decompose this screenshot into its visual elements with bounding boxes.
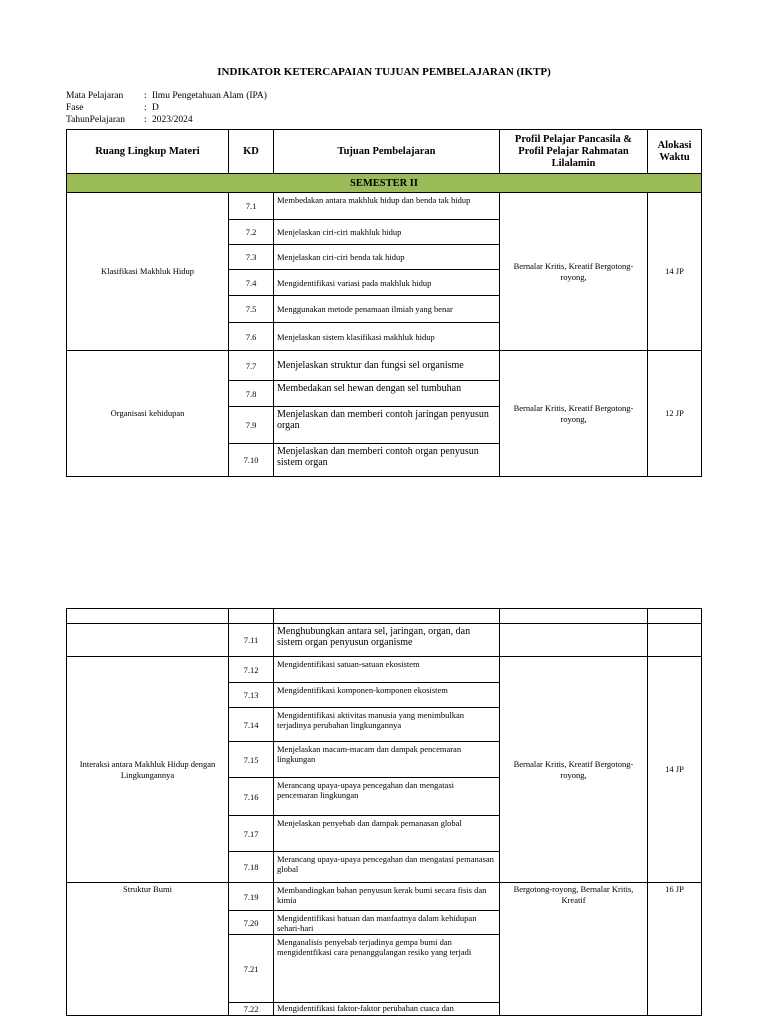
kd-cell: 7.22	[229, 1003, 274, 1016]
tujuan-cell: Menjelaskan dan memberi contoh organ penyusun sistem organ	[274, 444, 500, 477]
kd-cell: 7.21	[229, 935, 274, 1003]
tujuan-cell: Mengidentifikasi batuan dan manfaatnya dalam kehidupan sehari-hari	[274, 911, 500, 935]
alokasi-cell: 14 JP	[648, 657, 702, 883]
kd-cell: 7.4	[229, 270, 274, 296]
kd-cell: 7.1	[229, 193, 274, 220]
iktp-table-page-1	[66, 129, 702, 477]
kd-cell: 7.5	[229, 296, 274, 323]
table-row	[67, 624, 702, 657]
table-row	[67, 351, 702, 381]
kd-cell: 7.2	[229, 220, 274, 245]
profil-cell	[500, 624, 648, 657]
table-row	[67, 883, 702, 911]
empty-cell	[67, 609, 229, 624]
kd-cell: 7.11	[229, 624, 274, 657]
tujuan-cell: Menjelaskan ciri-ciri makhluk hidup	[274, 220, 500, 245]
profil-cell: Bergotong-royong, Bernalar Kritis, Kreatif	[500, 883, 648, 1016]
kd-cell: 7.20	[229, 911, 274, 935]
tujuan-cell: Menjelaskan penyebab dan dampak pemanasan global	[274, 816, 500, 852]
empty-cell	[274, 609, 500, 624]
kd-cell: 7.19	[229, 883, 274, 911]
header-kd: KD	[229, 130, 274, 174]
semester-label: SEMESTER II	[67, 174, 702, 193]
materi-cell	[67, 624, 229, 657]
tujuan-cell: Menjelaskan ciri-ciri benda tak hidup	[274, 245, 500, 270]
tujuan-cell: Merancang upaya-upaya pencegahan dan mengatasi pencemaran lingkungan	[274, 778, 500, 816]
tujuan-cell: Menjelaskan struktur dan fungsi sel organisme	[274, 351, 500, 381]
tujuan-cell: Menjelaskan macam-macam dan dampak pencemaran lingkungan	[274, 742, 500, 778]
tujuan-cell: Mengidentifikasi variasi pada makhluk hidup	[274, 270, 500, 296]
tujuan-cell: Membedakan sel hewan dengan sel tumbuhan	[274, 381, 500, 407]
kd-cell: 7.14	[229, 708, 274, 742]
materi-cell: Struktur Bumi	[67, 883, 229, 1016]
kd-cell: 7.18	[229, 852, 274, 883]
empty-cell	[500, 609, 648, 624]
tujuan-cell: Merancang upaya-upaya pencegahan dan mengatasi pemanasan global	[274, 852, 500, 883]
kd-cell: 7.17	[229, 816, 274, 852]
empty-cell	[648, 609, 702, 624]
materi-cell: Klasifikasi Makhluk Hidup	[67, 193, 229, 351]
kd-cell: 7.3	[229, 245, 274, 270]
materi-cell: Organisasi kehidupan	[67, 351, 229, 477]
tujuan-cell: Menjelaskan dan memberi contoh jaringan penyusun organ	[274, 407, 500, 444]
empty-row	[67, 609, 702, 624]
profil-cell: Bernalar Kritis, Kreatif Bergotong-royong,	[500, 351, 648, 477]
tujuan-cell: Menggunakan metode penamaan ilmiah yang benar	[274, 296, 500, 323]
header-profil: Profil Pelajar Pancasila & Profil Pelajar Rahmatan Lilalamin	[500, 130, 648, 174]
meta-phase: Fase : D	[66, 103, 159, 113]
kd-cell: 7.16	[229, 778, 274, 816]
document-title: INDIKATOR KETERCAPAIAN TUJUAN PEMBELAJARAN (IKTP)	[217, 66, 551, 78]
tujuan-cell: Membandingkan bahan penyusun kerak bumi secara fisis dan kimia	[274, 883, 500, 911]
header-alokasi: Alokasi Waktu	[648, 130, 702, 174]
meta-subject: Mata Pelajaran : Ilmu Pengetahuan Alam (IPA)	[66, 91, 267, 101]
meta-year: TahunPelajaran : 2023/2024	[66, 115, 193, 125]
tujuan-cell: Menghubungkan antara sel, jaringan, organ, dan sistem organ penyusun organisme	[274, 624, 500, 657]
kd-cell: 7.8	[229, 381, 274, 407]
alokasi-cell: 16 JP	[648, 883, 702, 1016]
profil-cell: Bernalar Kritis, Kreatif Bergotong-royong,	[500, 657, 648, 883]
tujuan-cell: Mengidentifikasi aktivitas manusia yang menimbulkan terjadinya perubahan lingkungannya	[274, 708, 500, 742]
tujuan-cell: Mengidentifikasi faktor-faktor perubahan cuaca dan	[274, 1003, 500, 1016]
semester-row	[67, 174, 702, 193]
kd-cell: 7.10	[229, 444, 274, 477]
kd-cell: 7.13	[229, 683, 274, 708]
header-row	[67, 130, 702, 174]
tujuan-cell: Mengidentifikasi satuan-satuan ekosistem	[274, 657, 500, 683]
iktp-table-page-2	[66, 608, 702, 1016]
kd-cell: 7.7	[229, 351, 274, 381]
kd-cell: 7.9	[229, 407, 274, 444]
header-ruang-lingkup: Ruang Lingkup Materi	[67, 130, 229, 174]
kd-cell: 7.12	[229, 657, 274, 683]
kd-cell: 7.6	[229, 323, 274, 351]
profil-cell: Bernalar Kritis, Kreatif Bergotong-royong,	[500, 193, 648, 351]
table-row	[67, 657, 702, 683]
alokasi-cell	[648, 624, 702, 657]
alokasi-cell: 12 JP	[648, 351, 702, 477]
materi-cell: Interaksi antara Makhluk Hidup dengan Lingkungannya	[67, 657, 229, 883]
tujuan-cell: Mengidentifikasi komponen-komponen ekosistem	[274, 683, 500, 708]
kd-cell: 7.15	[229, 742, 274, 778]
table-row	[67, 193, 702, 220]
empty-cell	[229, 609, 274, 624]
tujuan-cell: Menganalisis penyebab terjadinya gempa bumi dan mengidentfikasi cara penanggulangan resiko yang terjadi	[274, 935, 500, 1003]
header-tujuan: Tujuan Pembelajaran	[274, 130, 500, 174]
alokasi-cell: 14 JP	[648, 193, 702, 351]
tujuan-cell: Menjelaskan sistem klasifikasi makhluk hidup	[274, 323, 500, 351]
tujuan-cell: Membedakan antara makhluk hidup dan benda tak hidup	[274, 193, 500, 220]
